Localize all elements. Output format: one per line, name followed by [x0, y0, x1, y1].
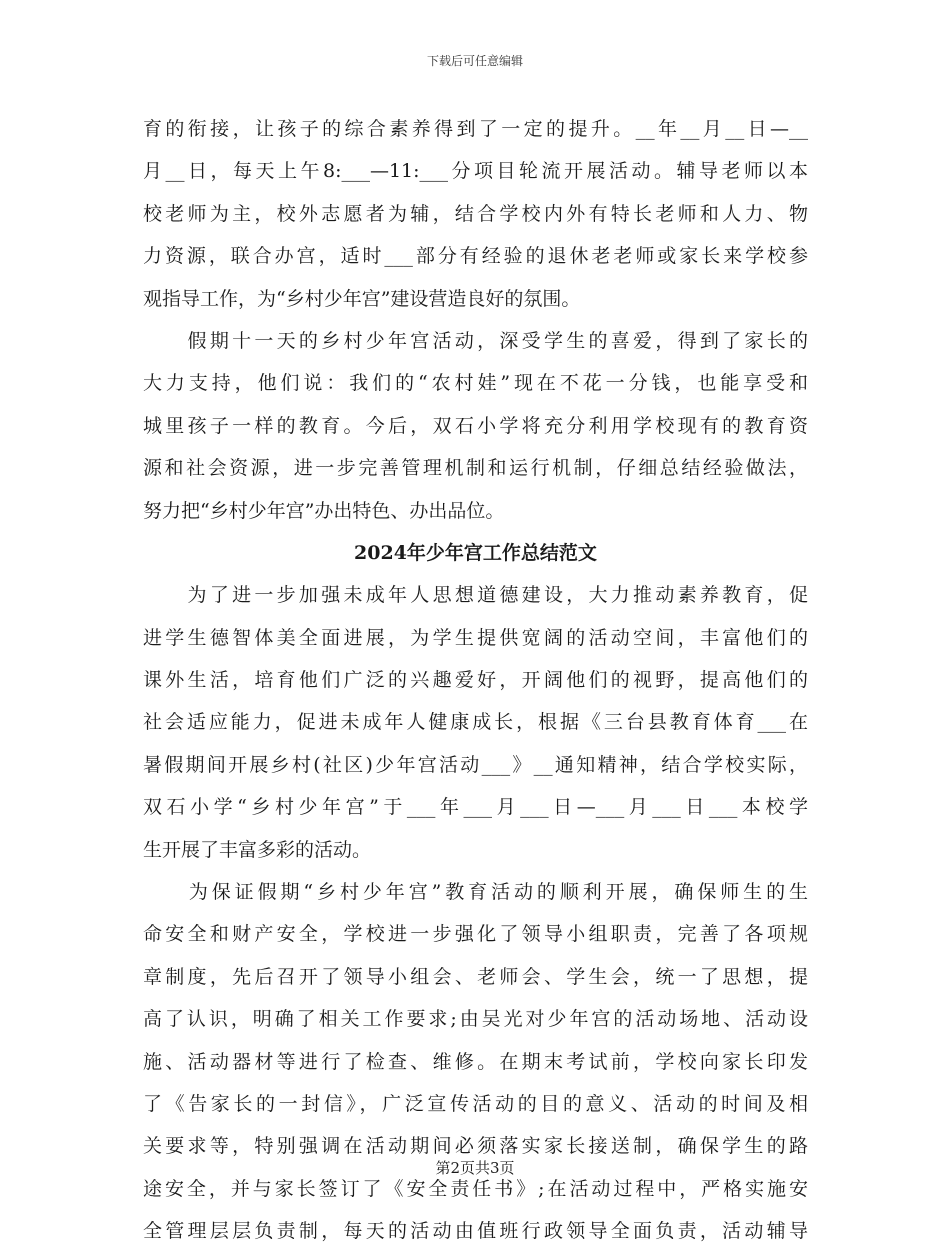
text-line: 假期十一天的乡村少年宫活动，深受学生的喜爱，得到了家长的: [143, 329, 808, 352]
text-line: 观指导工作，为“乡村少年宫”建设营造良好的氛围。: [143, 287, 581, 310]
text-line: 城里孩子一样的教育。今后，双石小学将充分利用学校现有的教育资: [143, 414, 808, 437]
text-line: 月__日，每天上午8:___—11:___分项目轮流开展活动。辅导老师以本: [143, 160, 808, 183]
text-line: 生开展了丰富多彩的活动。: [143, 838, 372, 861]
text-line: 源和社会资源，进一步完善管理机制和运行机制，仔细总结经验做法，: [143, 457, 808, 480]
document-body: [143, 108, 808, 1253]
page-header: 下载后可任意编辑: [426, 54, 523, 68]
text-line: 社会适应能力，促进未成年人健康成长，根据《三台县教育体育___在: [143, 711, 808, 734]
text-line: 大力支持，他们说：我们的“农村娃”现在不花一分钱，也能享受和: [143, 372, 808, 395]
text-line: 关要求等，特别强调在活动期间必须落实家长接送制，确保学生的路: [143, 1135, 808, 1158]
text-line: 进学生德智体美全面进展，为学生提供宽阔的活动空间，丰富他们的: [143, 626, 808, 649]
page-footer: 第2页共3页: [435, 1159, 515, 1177]
text-line: 力资源，联合办宫，适时___部分有经验的退休老老师或家长来学校参: [143, 245, 808, 268]
text-line: 命安全和财产安全，学校进一步强化了领导小组职责，完善了各项规: [143, 923, 808, 946]
text-line: 章制度，先后召开了领导小组会、老师会、学生会，统一了思想，提: [143, 965, 808, 988]
text-line: 暑假期间开展乡村(社区)少年宫活动___》__通知精神，结合学校实际，: [143, 753, 808, 776]
text-line: 为了进一步加强未成年人思想道德建设，大力推动素养教育，促: [143, 584, 808, 607]
text-line: 途安全，并与家长签订了《安全责任书》;在活动过程中，严格实施安: [143, 1177, 808, 1200]
text-line: 为保证假期“乡村少年宫”教育活动的顺利开展，确保师生的生: [143, 881, 808, 904]
text-line: 双石小学“乡村少年宫”于___年___月___日—___月___日___本校学: [143, 796, 808, 819]
text-line: 课外生活，培育他们广泛的兴趣爱好，开阔他们的视野，提高他们的: [143, 669, 808, 692]
text-line: 校老师为主，校外志愿者为辅，结合学校内外有特长老师和人力、物: [143, 202, 808, 225]
text-line: 育的衔接，让孩子的综合素养得到了一定的提升。__年__月__日—__: [143, 118, 808, 140]
text-line: 施、活动器材等进行了检查、维修。在期末考试前，学校向家长印发: [143, 1050, 808, 1073]
text-line: 全管理层层负责制，每天的活动由值班行政领导全面负责，活动辅导: [143, 1220, 808, 1243]
section-title: 2024年少年宫工作总结范文: [354, 541, 597, 564]
text-line: 努力把“乡村少年宫”办出特色、办出品位。: [143, 499, 505, 522]
text-line: 了《告家长的一封信》，广泛宣传活动的目的意义、活动的时间及相: [143, 1092, 808, 1115]
text-line: 高了认识，明确了相关工作要求;由吴光对少年宫的活动场地、活动设: [143, 1008, 808, 1031]
